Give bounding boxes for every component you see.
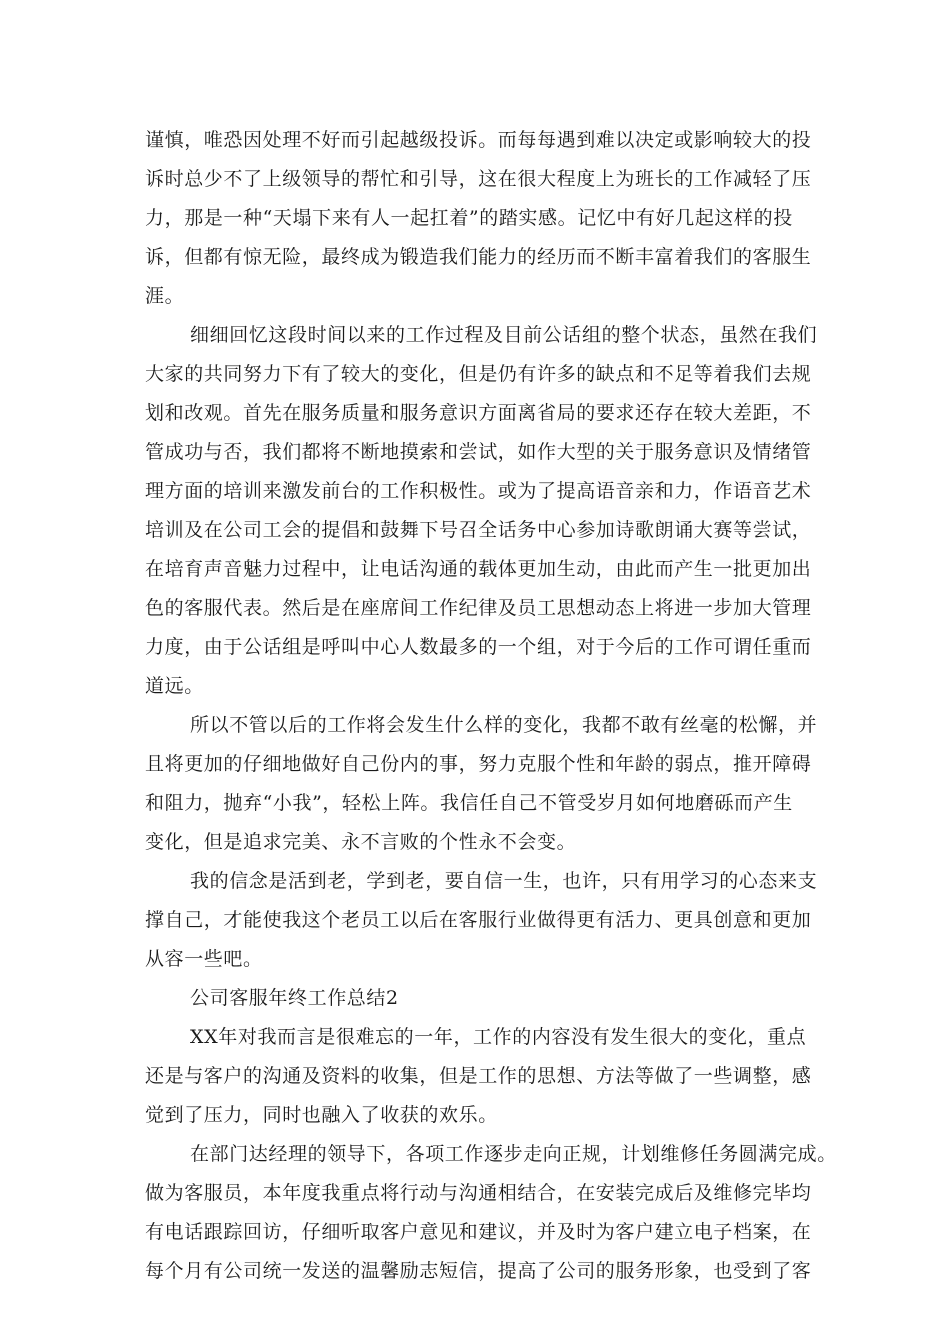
text-line: 诉时总少不了上级领导的帮忙和引导，这在很大程度上为班长的工作减轻了压	[145, 168, 812, 190]
text-line: 还是与客户的沟通及资料的收集，但是工作的思想、方法等做了一些调整，感	[145, 1065, 812, 1087]
text-line: 且将更加的仔细地做好自己份内的事，努力克服个性和年龄的弱点，推开障碍	[145, 753, 812, 775]
paragraph-first-line: 所以不管以后的工作将会发生什么样的变化，我都不敢有丝毫的松懈，并	[190, 714, 818, 736]
text-line: 谨慎，唯恐因处理不好而引起越级投诉。而每每遇到难以决定或影响较大的投	[145, 129, 812, 151]
paragraph-first-line: 在部门达经理的领导下，各项工作逐步走向正规，计划维修任务圆满完成。	[190, 1143, 837, 1165]
paragraph-first-line: XX年对我而言是很难忘的一年，工作的内容没有发生很大的变化，重点	[190, 1026, 807, 1048]
text-line: 每个月有公司统一发送的温馨励志短信，提高了公司的服务形象，也受到了客	[145, 1260, 812, 1282]
text-line: 从容一些吧。	[145, 948, 263, 970]
text-line: 涯。	[145, 285, 185, 307]
text-line: 管成功与否，我们都将不断地摸索和尝试，如作大型的关于服务意识及情绪管	[145, 441, 812, 463]
text-line: 觉到了压力，同时也融入了收获的欢乐。	[145, 1104, 498, 1126]
text-line: 撑自己，才能使我这个老员工以后在客服行业做得更有活力、更具创意和更加	[145, 909, 812, 931]
text-line: 培训及在公司工会的提倡和鼓舞下号召全话务中心参加诗歌朗诵大赛等尝试，	[145, 519, 812, 541]
text-line: 变化，但是追求完美、永不言败的个性永不会变。	[145, 831, 577, 853]
text-line: 和阻力，抛弃“小我”，轻松上阵。我信任自己不管受岁月如何地磨砾而产生	[145, 792, 793, 814]
paragraph-first-line: 我的信念是活到老，学到老，要自信一生，也许，只有用学习的心态来支	[190, 870, 818, 892]
text-line: 诉，但都有惊无险，最终成为锻造我们能力的经历而不断丰富着我们的客服生	[145, 246, 812, 268]
text-line: 在培育声音魅力过程中，让电话沟通的载体更加生动，由此而产生一批更加出	[145, 558, 812, 580]
text-line: 划和改观。首先在服务质量和服务意识方面离省局的要求还存在较大差距，不	[145, 402, 812, 424]
text-line: 做为客服员，本年度我重点将行动与沟通相结合，在安装完成后及维修完毕均	[145, 1182, 812, 1204]
text-line: 力度，由于公话组是呼叫中心人数最多的一个组，对于今后的工作可谓任重而	[145, 636, 812, 658]
text-line: 理方面的培训来激发前台的工作积极性。或为了提高语音亲和力，作语音艺术	[145, 480, 812, 502]
text-line: 力，那是一种“天塌下来有人一起扛着”的踏实感。记忆中有好几起这样的投	[145, 207, 793, 229]
paragraph-first-line: 细细回忆这段时间以来的工作过程及目前公话组的整个状态，虽然在我们	[190, 324, 818, 346]
text-line: 色的客服代表。然后是在座席间工作纪律及员工思想动态上将进一步加大管理	[145, 597, 812, 619]
section-heading: 公司客服年终工作总结2	[190, 987, 399, 1009]
text-line: 道远。	[145, 675, 204, 697]
text-line: 大家的共同努力下有了较大的变化，但是仍有许多的缺点和不足等着我们去规	[145, 363, 812, 385]
text-line: 有电话跟踪回访，仔细听取客户意见和建议，并及时为客户建立电子档案，在	[145, 1221, 812, 1243]
